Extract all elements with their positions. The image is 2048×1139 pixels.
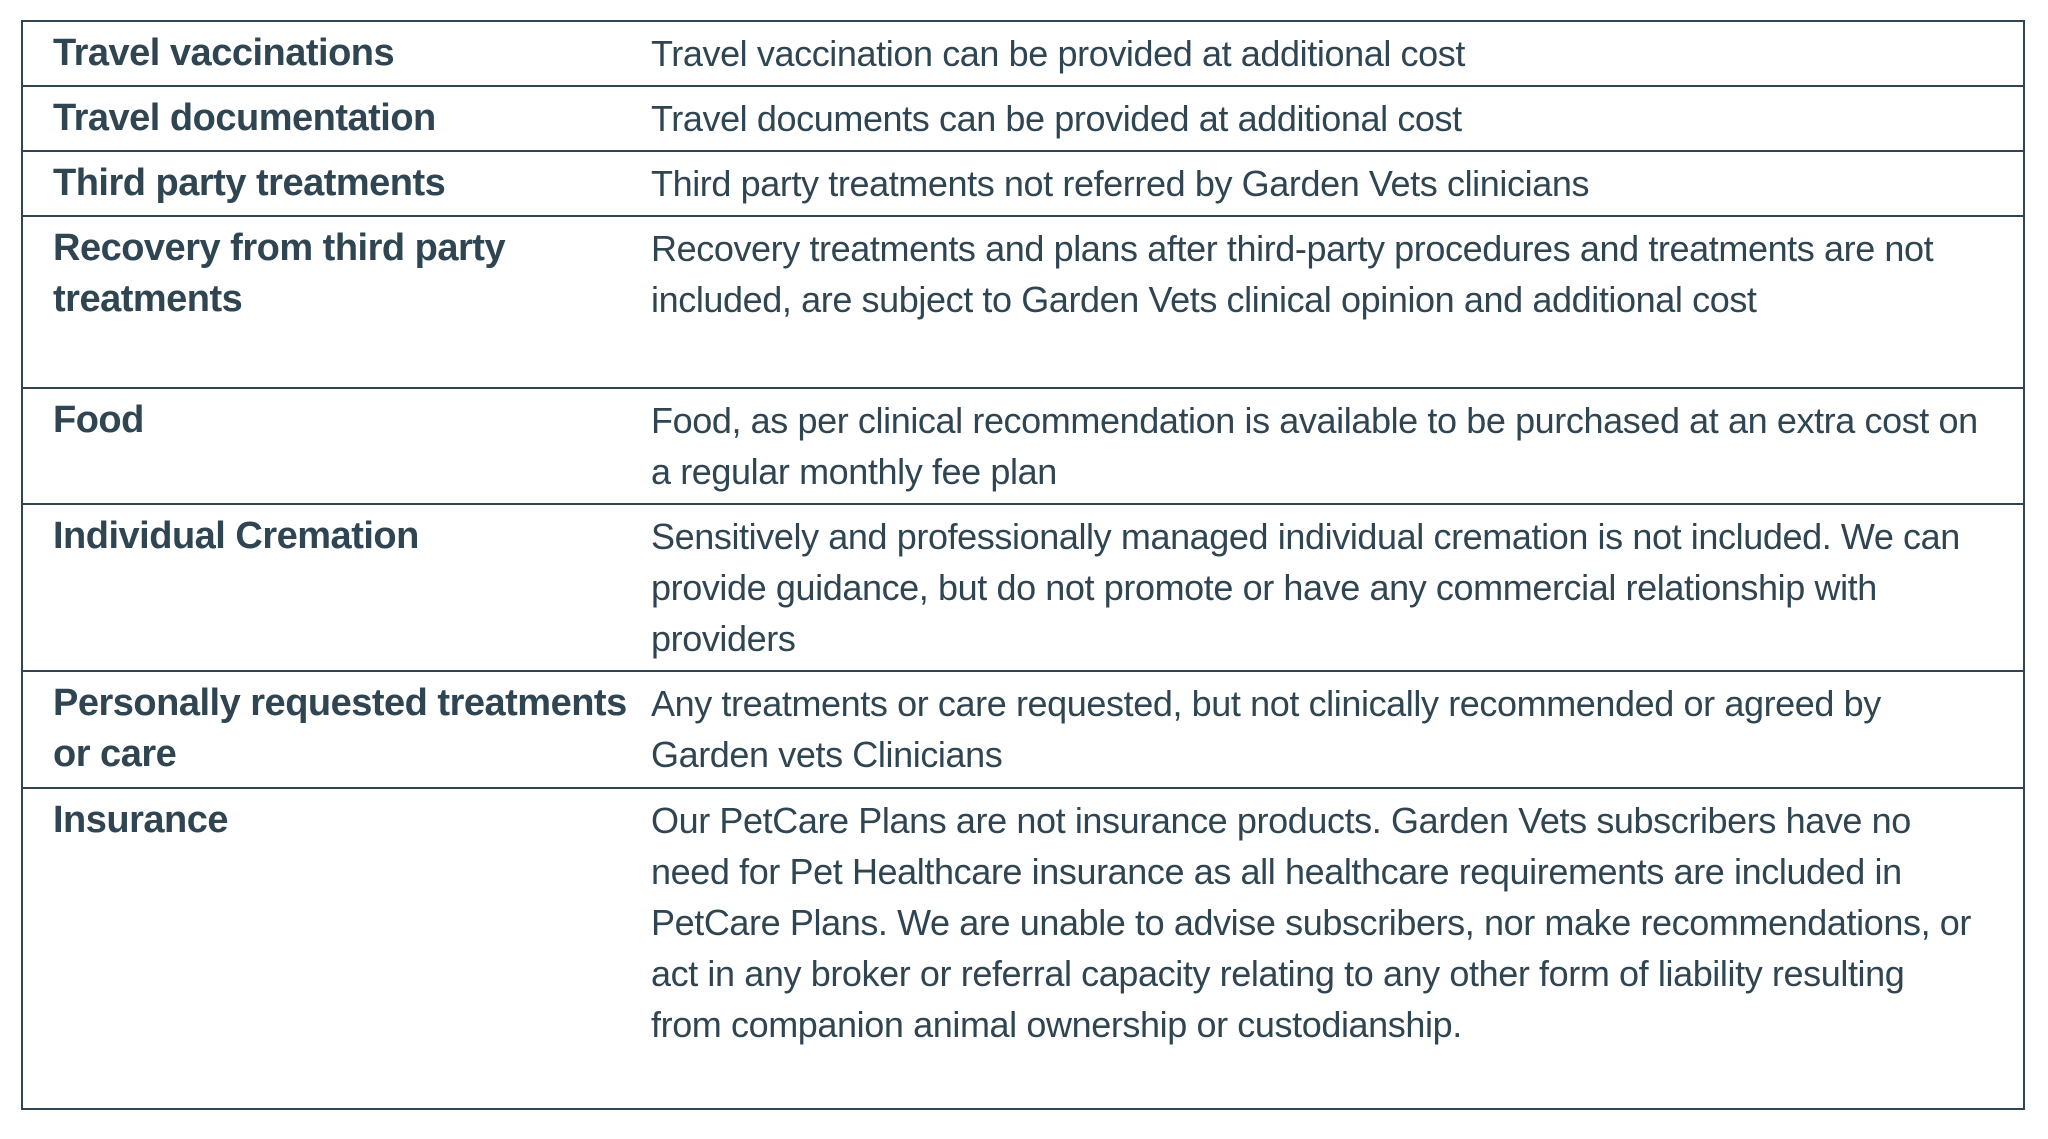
row-item-label: Recovery from third party treatments bbox=[53, 227, 506, 320]
table-row bbox=[23, 217, 2023, 389]
row-description: Travel documents can be provided at additional cost bbox=[651, 98, 1462, 139]
row-item-label: Insurance bbox=[53, 799, 229, 841]
table-row bbox=[23, 505, 2023, 672]
table-row bbox=[23, 389, 2023, 505]
row-description: Sensitively and professionally managed individual cremation is not included. We can provide guidance, but do not promote or have any commercial relationship with providers bbox=[651, 516, 1960, 659]
table-row bbox=[23, 789, 2023, 1108]
row-description: Our PetCare Plans are not insurance products. Garden Vets subscribers have no need for Pet Healthcare insurance as all healthcare requirements are included in PetCare Plans. We are unable to advise subscribers, nor make recommendations, or act in any broker or referral capacity relating to any other form of liability resulting from companion animal ownership or custodianship. bbox=[651, 800, 1971, 1045]
row-description: Food, as per clinical recommendation is available to be purchased at an extra cost on a regular monthly fee plan bbox=[651, 400, 1978, 492]
row-description: Recovery treatments and plans after third-party procedures and treatments are not included, are subject to Garden Vets clinical opinion and additional cost bbox=[651, 228, 1934, 320]
row-item-label: Personally requested treatments or care bbox=[53, 682, 627, 775]
table-row bbox=[23, 152, 2023, 217]
table-row bbox=[23, 87, 2023, 152]
exclusions-table bbox=[21, 20, 2025, 1110]
row-description: Third party treatments not referred by Garden Vets clinicians bbox=[651, 163, 1590, 204]
row-description: Any treatments or care requested, but not clinically recommended or agreed by Garden vets Clinicians bbox=[651, 683, 1881, 775]
row-description: Travel vaccination can be provided at additional cost bbox=[651, 33, 1465, 74]
row-item-label: Travel documentation bbox=[53, 97, 436, 139]
row-item-label: Travel vaccinations bbox=[53, 32, 395, 74]
table-row bbox=[23, 672, 2023, 789]
row-item-label: Third party treatments bbox=[53, 162, 446, 204]
row-item-label: Individual Cremation bbox=[53, 515, 419, 557]
row-item-label: Food bbox=[53, 399, 144, 441]
table-row bbox=[23, 22, 2023, 87]
